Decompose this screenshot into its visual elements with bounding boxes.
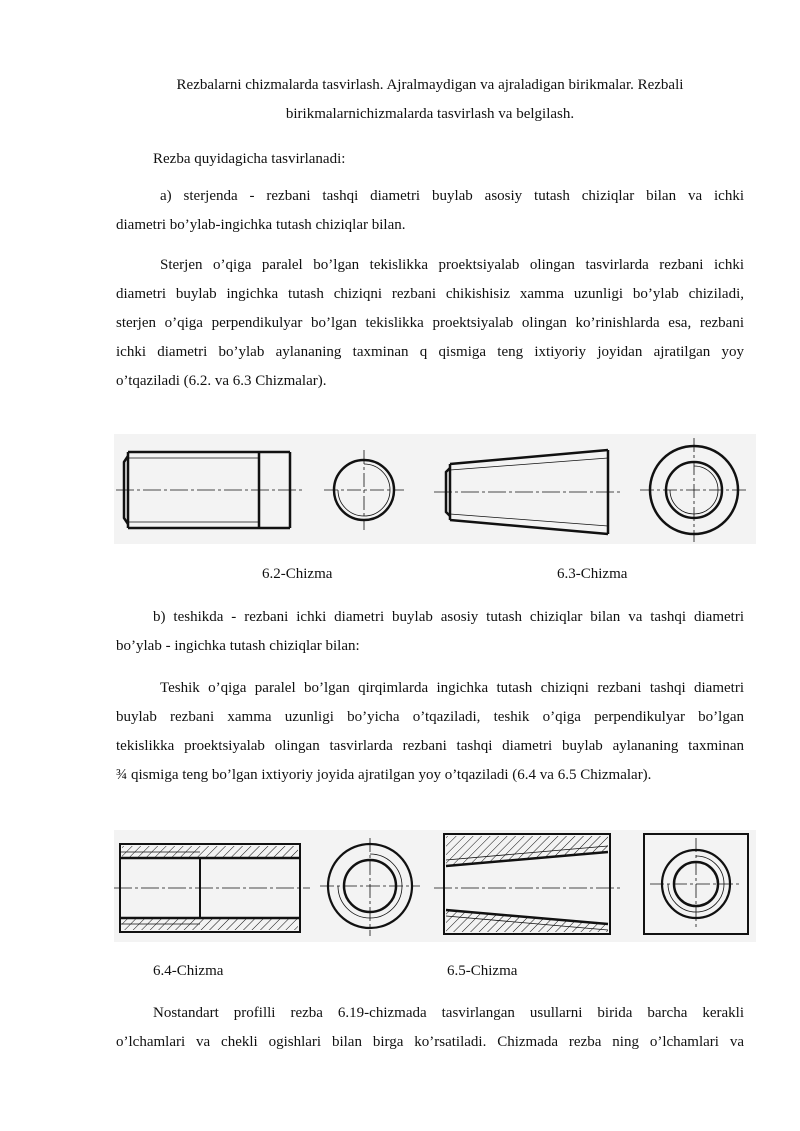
rod-side-view	[116, 452, 302, 528]
para-b-line-4: ¾ qismiga teng bo’lgan ixtiyoriy joyida ajratilgan yoy o’tqaziladi (6.4 va 6.5 Chizmalar).	[116, 767, 652, 783]
para-b-line-2: buylab rezbani xamma uzunligi bo’yicha o’tqaziladi, teshik o’qiga perpendikulyar bo’lgan	[116, 709, 744, 725]
para-a-line-5: o’tqaziladi (6.2. va 6.3 Chizmalar).	[116, 373, 327, 389]
taper-hole-end-view	[644, 834, 748, 934]
item-a-paragraph	[116, 182, 744, 240]
page-title	[116, 71, 744, 129]
taper-end-view	[640, 438, 748, 542]
figure-6-4-6-5	[114, 830, 756, 942]
caption-fig-6-2: 6.2-Chizma	[262, 566, 333, 582]
figure-6-2-6-3	[114, 434, 756, 544]
rod-end-view	[324, 450, 404, 530]
title-line-1: Rezbalarni chizmalarda tasvirlash. Ajralmaydigan va ajraladigan birikmalar. Rezbali	[176, 77, 684, 93]
para-a-line-4: ichki diametri bo’ylab aylananing taxminan q qismiga teng ixtiyoriy joyidan ajratilgan yoy	[116, 344, 744, 360]
taper-side-view	[434, 450, 620, 534]
para-c-line-2: o’lchamlari va chekli ogishlari bilan birga ko’rsatiladi. Chizmada rezba ning o’lchamlari va	[116, 1034, 744, 1050]
paragraph-a	[116, 251, 744, 396]
paragraph-c	[116, 999, 744, 1057]
para-a-line-1: Sterjen o’qiga paralel bo’lgan tekislikka proektsiyalab olingan tasvirlarda rezbani ichki	[160, 257, 744, 273]
caption-fig-6-5: 6.5-Chizma	[447, 963, 518, 979]
hole-section-view	[114, 844, 310, 932]
item-b-paragraph	[116, 603, 744, 661]
intro-text: Rezba quyidagicha tasvirlanadi:	[153, 151, 346, 167]
item-b-line-2: bo’ylab - ingichka tutash chiziqlar bilan:	[116, 638, 360, 654]
title-line-2: birikmalarnichizmalarda tasvirlash va belgilash.	[285, 106, 575, 122]
item-a-line-1: a) sterjenda - rezbani tashqi diametri buylab asosiy tutash chiziqlar bilan va ichki	[160, 188, 744, 204]
paragraph-b	[116, 674, 744, 790]
thread-rod-drawings	[114, 434, 756, 544]
item-a-line-2: diametri bo’ylab-ingichka tutash chiziqlar bilan.	[116, 217, 406, 233]
taper-hole-section-view	[434, 834, 622, 934]
para-a-line-2: diametri buylab ingichka tutash chiziqni rezbani chikishisiz xamma uzunligi bo’ylab chiziladi,	[116, 286, 744, 302]
thread-hole-drawings	[114, 830, 756, 942]
caption-fig-6-3: 6.3-Chizma	[557, 566, 628, 582]
item-b-line-1: b) teshikda - rezbani ichki diametri buylab asosiy tutash chiziqlar bilan va tashqi diametri	[153, 609, 744, 625]
para-b-line-1: Teshik o’qiga paralel bo’lgan qirqimlarda ingichka tutash chiziqni rezbani tashqi diametri	[160, 680, 744, 696]
caption-fig-6-4: 6.4-Chizma	[153, 963, 224, 979]
para-b-line-3: tekislikka proektsiyalab olingan tasvirlarda rezbani tashqi diametri buylab aylananing taxminan	[116, 738, 744, 754]
hole-end-view	[320, 838, 420, 936]
para-c-line-1: Nostandart profilli rezba 6.19-chizmada tasvirlangan usullarni birida barcha kerakli	[153, 1005, 744, 1021]
para-a-line-3: sterjen o’qiga perpendikulyar bo’lgan tekislikka proektsiyalab olingan ko’rinishlarda esa, rezbani	[116, 315, 744, 331]
